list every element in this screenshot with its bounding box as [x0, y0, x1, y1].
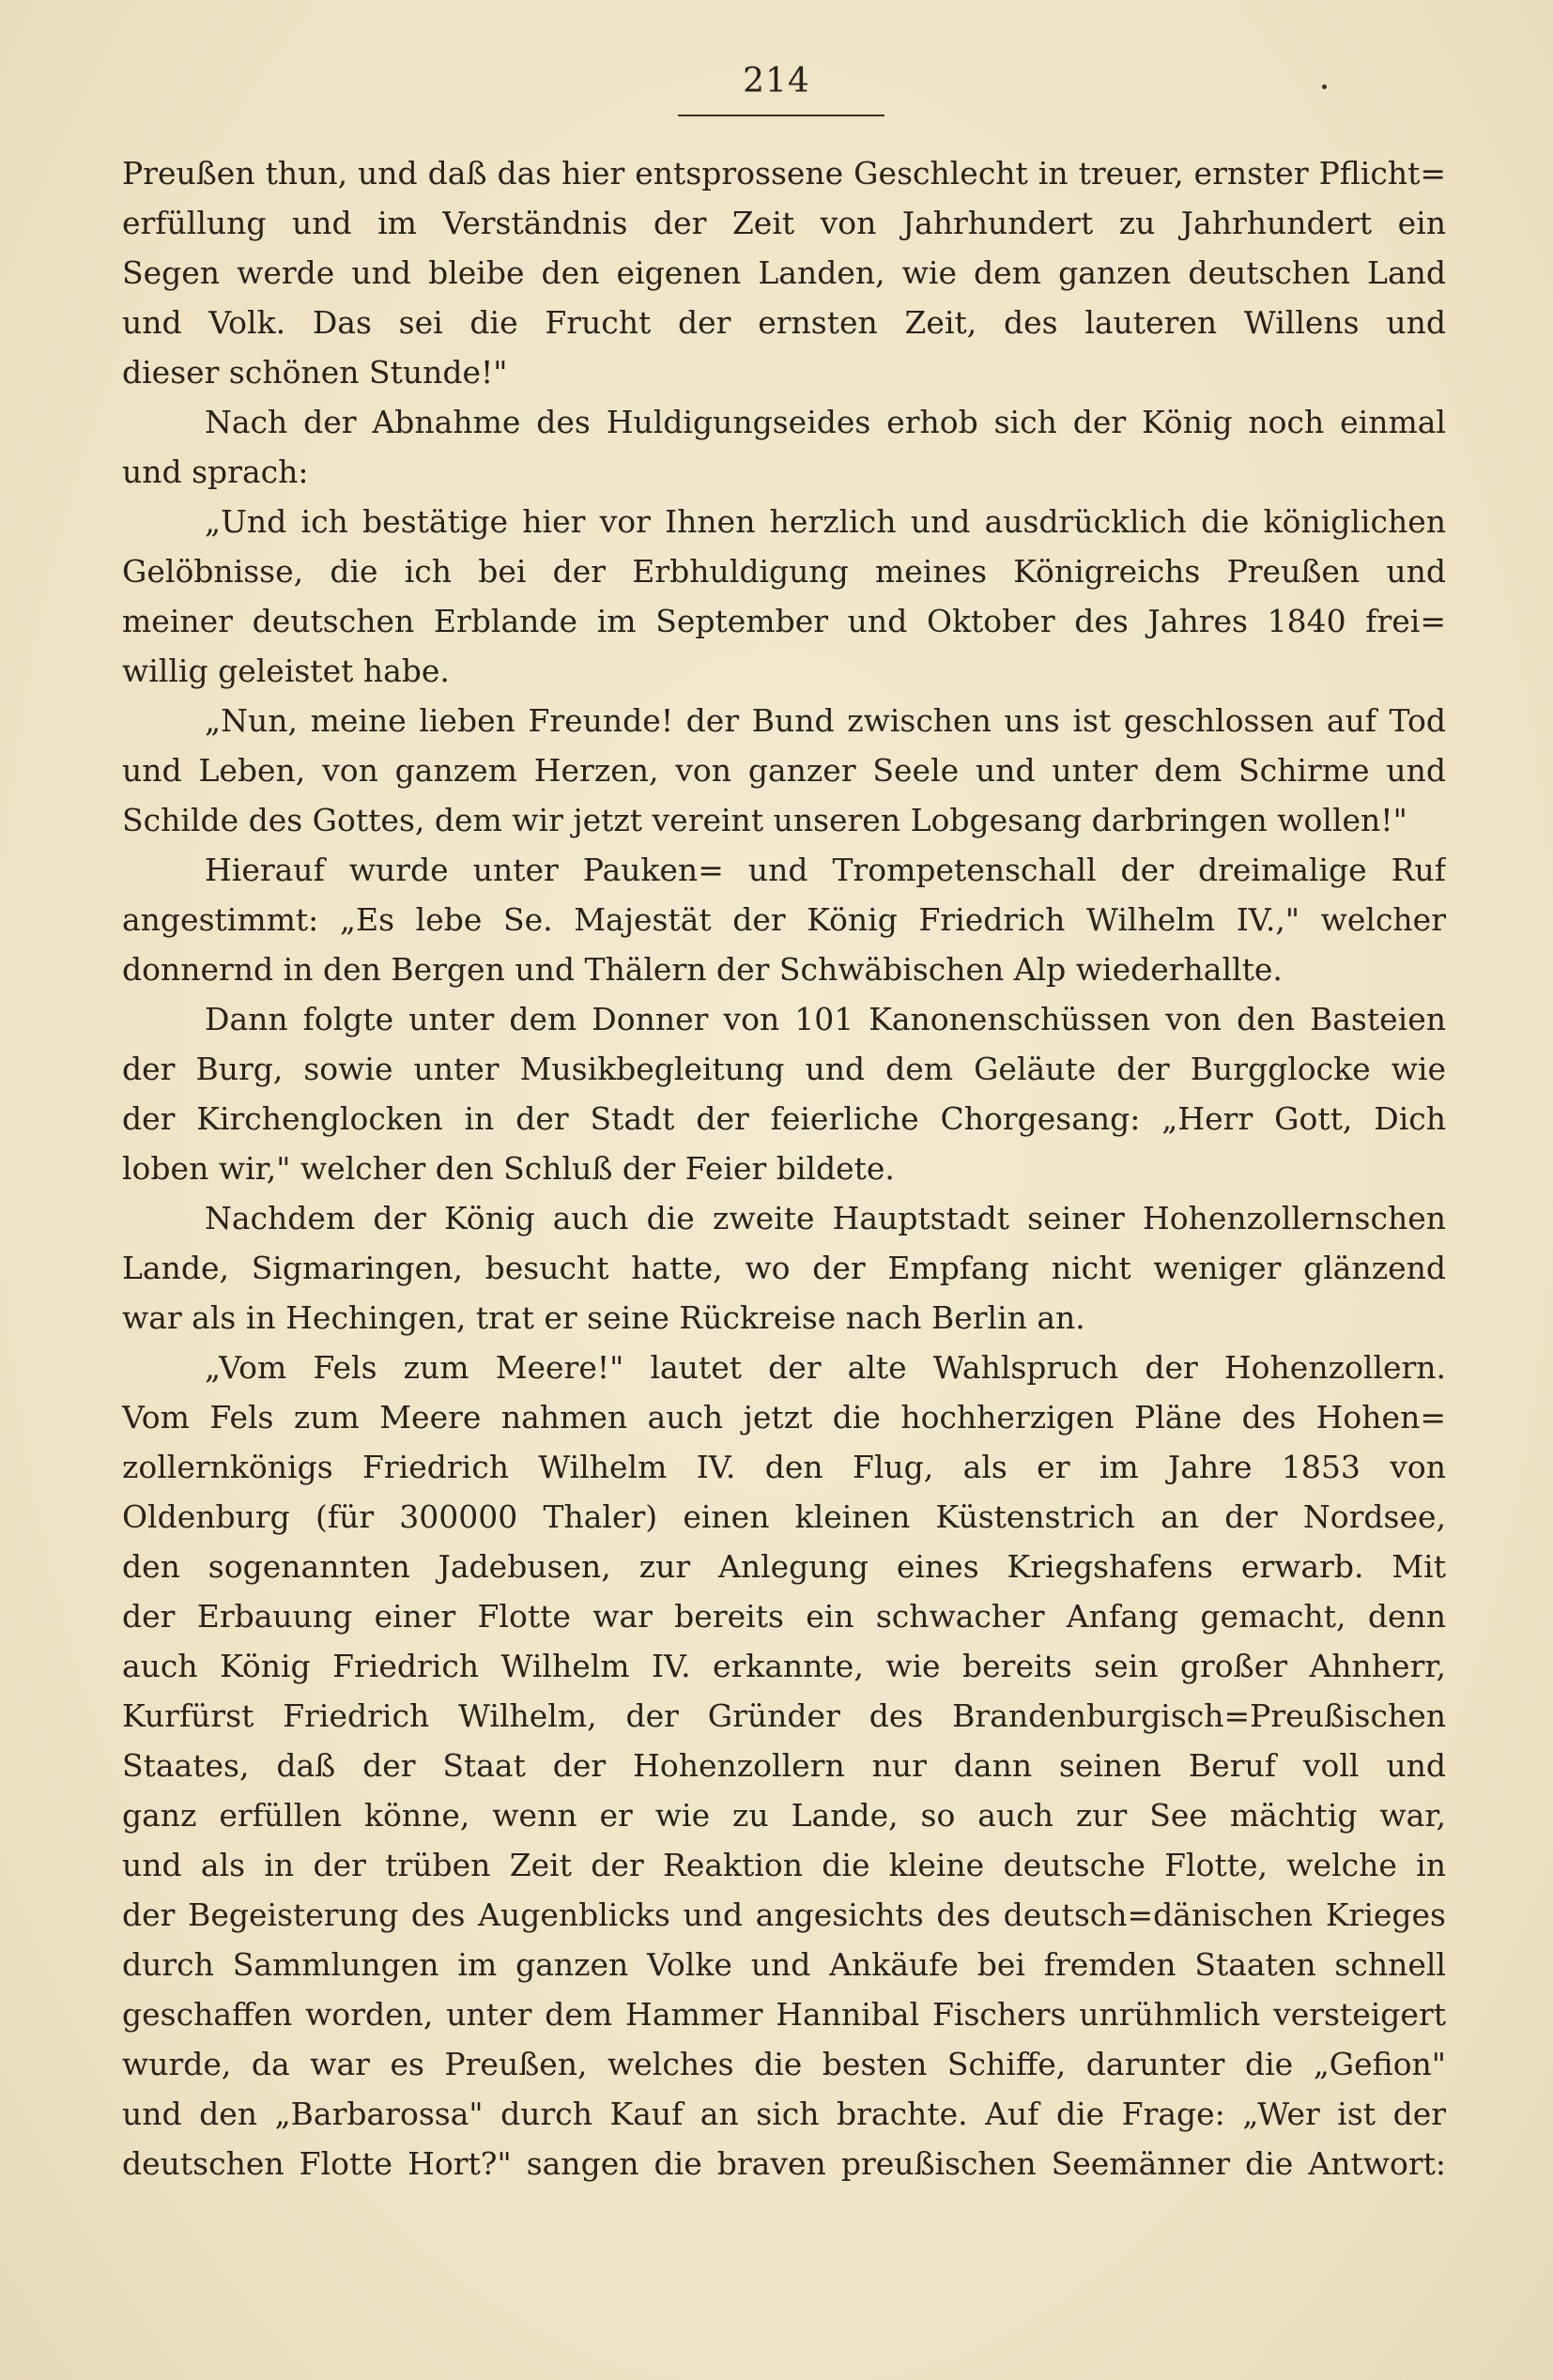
text-line: der Kirchenglocken in der Stadt der feierliche Chorgesang: „Herr Gott, Dich: [122, 1100, 1446, 1137]
text-line: und als in der trüben Zeit der Reaktion die kleine deutsche Flotte, welche in: [122, 1847, 1446, 1883]
text-line: Staates, daß der Staat der Hohenzollern nur dann seinen Beruf voll und: [122, 1747, 1446, 1784]
text-line: „Und ich bestätige hier vor Ihnen herzlich und ausdrücklich die königlichen: [205, 503, 1446, 540]
text-line: war als in Hechingen, trat er seine Rückreise nach Berlin an.: [122, 1299, 1085, 1336]
text-line: wurde, da war es Preußen, welches die besten Schiffe, darunter die „Gefion": [122, 2046, 1446, 2082]
text-line: den sogenannten Jadebusen, zur Anlegung eines Kriegshafens erwarb. Mit: [122, 1548, 1446, 1585]
text-line: ganz erfüllen könne, wenn er wie zu Lande, so auch zur See mächtig war,: [122, 1797, 1446, 1834]
text-line: Dann folgte unter dem Donner von 101 Kanonenschüssen von den Basteien: [205, 1001, 1446, 1037]
text-line: meiner deutschen Erblande im September und Oktober des Jahres 1840 frei=: [122, 603, 1446, 639]
text-line: Oldenburg (für 300000 Thaler) einen kleinen Küstenstrich an der Nordsee,: [122, 1498, 1446, 1535]
text-line: angestimmt: „Es lebe Se. Majestät der König Friedrich Wilhelm IV.," welcher: [122, 901, 1446, 938]
text-line: Kurfürst Friedrich Wilhelm, der Gründer des Brandenburgisch=Preußischen: [122, 1697, 1446, 1734]
text-line: erfüllung und im Verständnis der Zeit von Jahrhundert zu Jahrhundert ein: [122, 205, 1446, 241]
text-line: Schilde des Gottes, dem wir jetzt vereint unseren Lobgesang darbringen wollen!": [122, 802, 1407, 838]
text-line: auch König Friedrich Wilhelm IV. erkannte, wie bereits sein großer Ahnherr,: [122, 1648, 1446, 1684]
text-line: deutschen Flotte Hort?" sangen die braven preußischen Seemänner die Antwort:: [122, 2145, 1446, 2182]
header-rule: [678, 115, 884, 116]
text-line: loben wir," welcher den Schluß der Feier bildete.: [122, 1150, 895, 1187]
text-line: Lande, Sigmaringen, besucht hatte, wo der Empfang nicht weniger glänzend: [122, 1250, 1446, 1286]
text-line: Nachdem der König auch die zweite Hauptstadt seiner Hohenzollernschen: [205, 1200, 1446, 1236]
body-text: [122, 148, 1446, 2188]
text-line: und den „Barbarossa" durch Kauf an sich brachte. Auf die Frage: „Wer ist der: [122, 2096, 1446, 2132]
text-line: Gelöbnisse, die ich bei der Erbhuldigung meines Königreichs Preußen und: [122, 553, 1446, 590]
text-line: Preußen thun, und daß das hier entsprossene Geschlecht in treuer, ernster Pflicht=: [122, 155, 1446, 192]
text-line: durch Sammlungen im ganzen Volke und Ankäufe bei fremden Staaten schnell: [122, 1946, 1446, 1983]
text-line: dieser schönen Stunde!": [122, 354, 508, 391]
text-line: „Vom Fels zum Meere!" lautet der alte Wahlspruch der Hohenzollern.: [205, 1349, 1446, 1386]
header-dot: [1322, 84, 1327, 89]
text-line: Segen werde und bleibe den eigenen Landen, wie dem ganzen deutschen Land: [122, 254, 1446, 291]
text-line: Hierauf wurde unter Pauken= und Trompetenschall der dreimalige Ruf: [205, 852, 1446, 888]
page-number: 214: [743, 62, 810, 100]
text-line: der Erbauung einer Flotte war bereits ein schwacher Anfang gemacht, denn: [122, 1598, 1446, 1635]
text-line: willig geleistet habe.: [122, 653, 450, 689]
text-line: „Nun, meine lieben Freunde! der Bund zwischen uns ist geschlossen auf Tod: [205, 702, 1446, 739]
text-line: und Volk. Das sei die Frucht der ernsten Zeit, des lauteren Willens und: [122, 304, 1446, 341]
text-line: donnernd in den Bergen und Thälern der Schwäbischen Alp wiederhallte.: [122, 951, 1283, 988]
text-line: der Begeisterung des Augenblicks und angesichts des deutsch=dänischen Krieges: [122, 1896, 1446, 1933]
text-line: geschaffen worden, unter dem Hammer Hannibal Fischers unrühmlich versteigert: [122, 1996, 1446, 2033]
text-line: und Leben, von ganzem Herzen, von ganzer Seele und unter dem Schirme und: [122, 752, 1446, 789]
text-line: der Burg, sowie unter Musikbegleitung und dem Geläute der Burgglocke wie: [122, 1051, 1446, 1087]
text-line: Vom Fels zum Meere nahmen auch jetzt die hochherzigen Pläne des Hohen=: [122, 1399, 1446, 1436]
text-line: und sprach:: [122, 453, 309, 490]
text-line: zollernkönigs Friedrich Wilhelm IV. den Flug, als er im Jahre 1853 von: [122, 1449, 1446, 1485]
text-line: Nach der Abnahme des Huldigungseides erhob sich der König noch einmal: [205, 404, 1446, 440]
